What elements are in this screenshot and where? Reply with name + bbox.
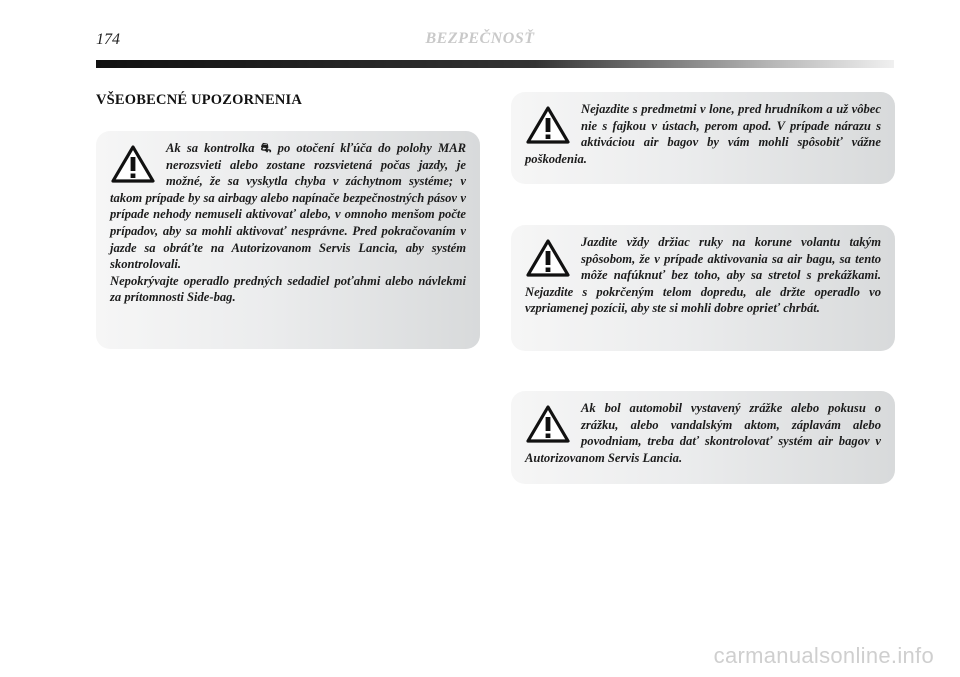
warning-box-objects-in-lap (511, 92, 895, 184)
warning-triangle-icon (110, 144, 164, 188)
warning-text: Ak bol automobil vystavený zrážke alebo pokusu o zrážku, alebo vandalským aktom, záplavám alebo povodniam, treba dať skontrolovať systém air bagov v Autorizovanom Servis Lancia. (525, 401, 881, 465)
warning-box-airbag-lamp (96, 131, 480, 349)
warning-triangle-icon (525, 105, 579, 149)
warning-triangle-icon (525, 404, 579, 448)
warning-box-hands-on-wheel (511, 225, 895, 351)
warning-box-collision-check (511, 391, 895, 484)
section-title: BEZPEČNOSŤ (425, 30, 535, 47)
warning-text-second: Nepokrývajte operadlo predných sedadiel poťahmi alebo návlekmi za prítomnosti Side-bag. (110, 273, 466, 305)
watermark: carmanualsonline.info (713, 643, 934, 668)
warning-text: Nejazdite s predmetmi v lone, pred hrudníkom a už vôbec nie s fajkou v ústach, perom apod. V prípade nárazu s aktiváciou air bagov by vám mohli spôsobiť vážne poškodenia. (525, 102, 881, 166)
warning-text: Jazdite vždy držiac ruky na korune volantu takým spôsobom, že v prípade aktivovania sa air bagu, sa tento môže nafúknuť bez toho, aby sa stretol s prekážkami. Nejazdite s pokrčeným telom dopredu, ale držte operadlo vo vzpriamenej pozícii, aby ste si mohli dobre oprieť chrbát. (525, 235, 881, 316)
column-heading: VŠEOBECNÉ UPOZORNENIA (96, 92, 303, 108)
page-number: 174 (96, 31, 120, 48)
airbag-warning-lamp-icon: ⛐ (260, 141, 272, 155)
warning-triangle-icon (525, 238, 579, 282)
header-rule (96, 60, 894, 68)
warning-text: Ak sa kontrolka ⛐ po otočení kľúča do polohy MAR nerozsvieti alebo zostane rozsvietená počas jazdy, je možné, že sa vyskytla chyba v záchytnom systéme; v takom prípade by sa airbagy alebo napínače bezpečnostných pásov v prípade nehody nemuseli aktivovať alebo, v omnoho menšom počte prípadov, aby sa mohli aktivovať nesprávne. Pred pokračovaním v jazde sa obráťte na Autorizovanom Servis Lancia, aby systém skontrolovali. (110, 141, 466, 272)
